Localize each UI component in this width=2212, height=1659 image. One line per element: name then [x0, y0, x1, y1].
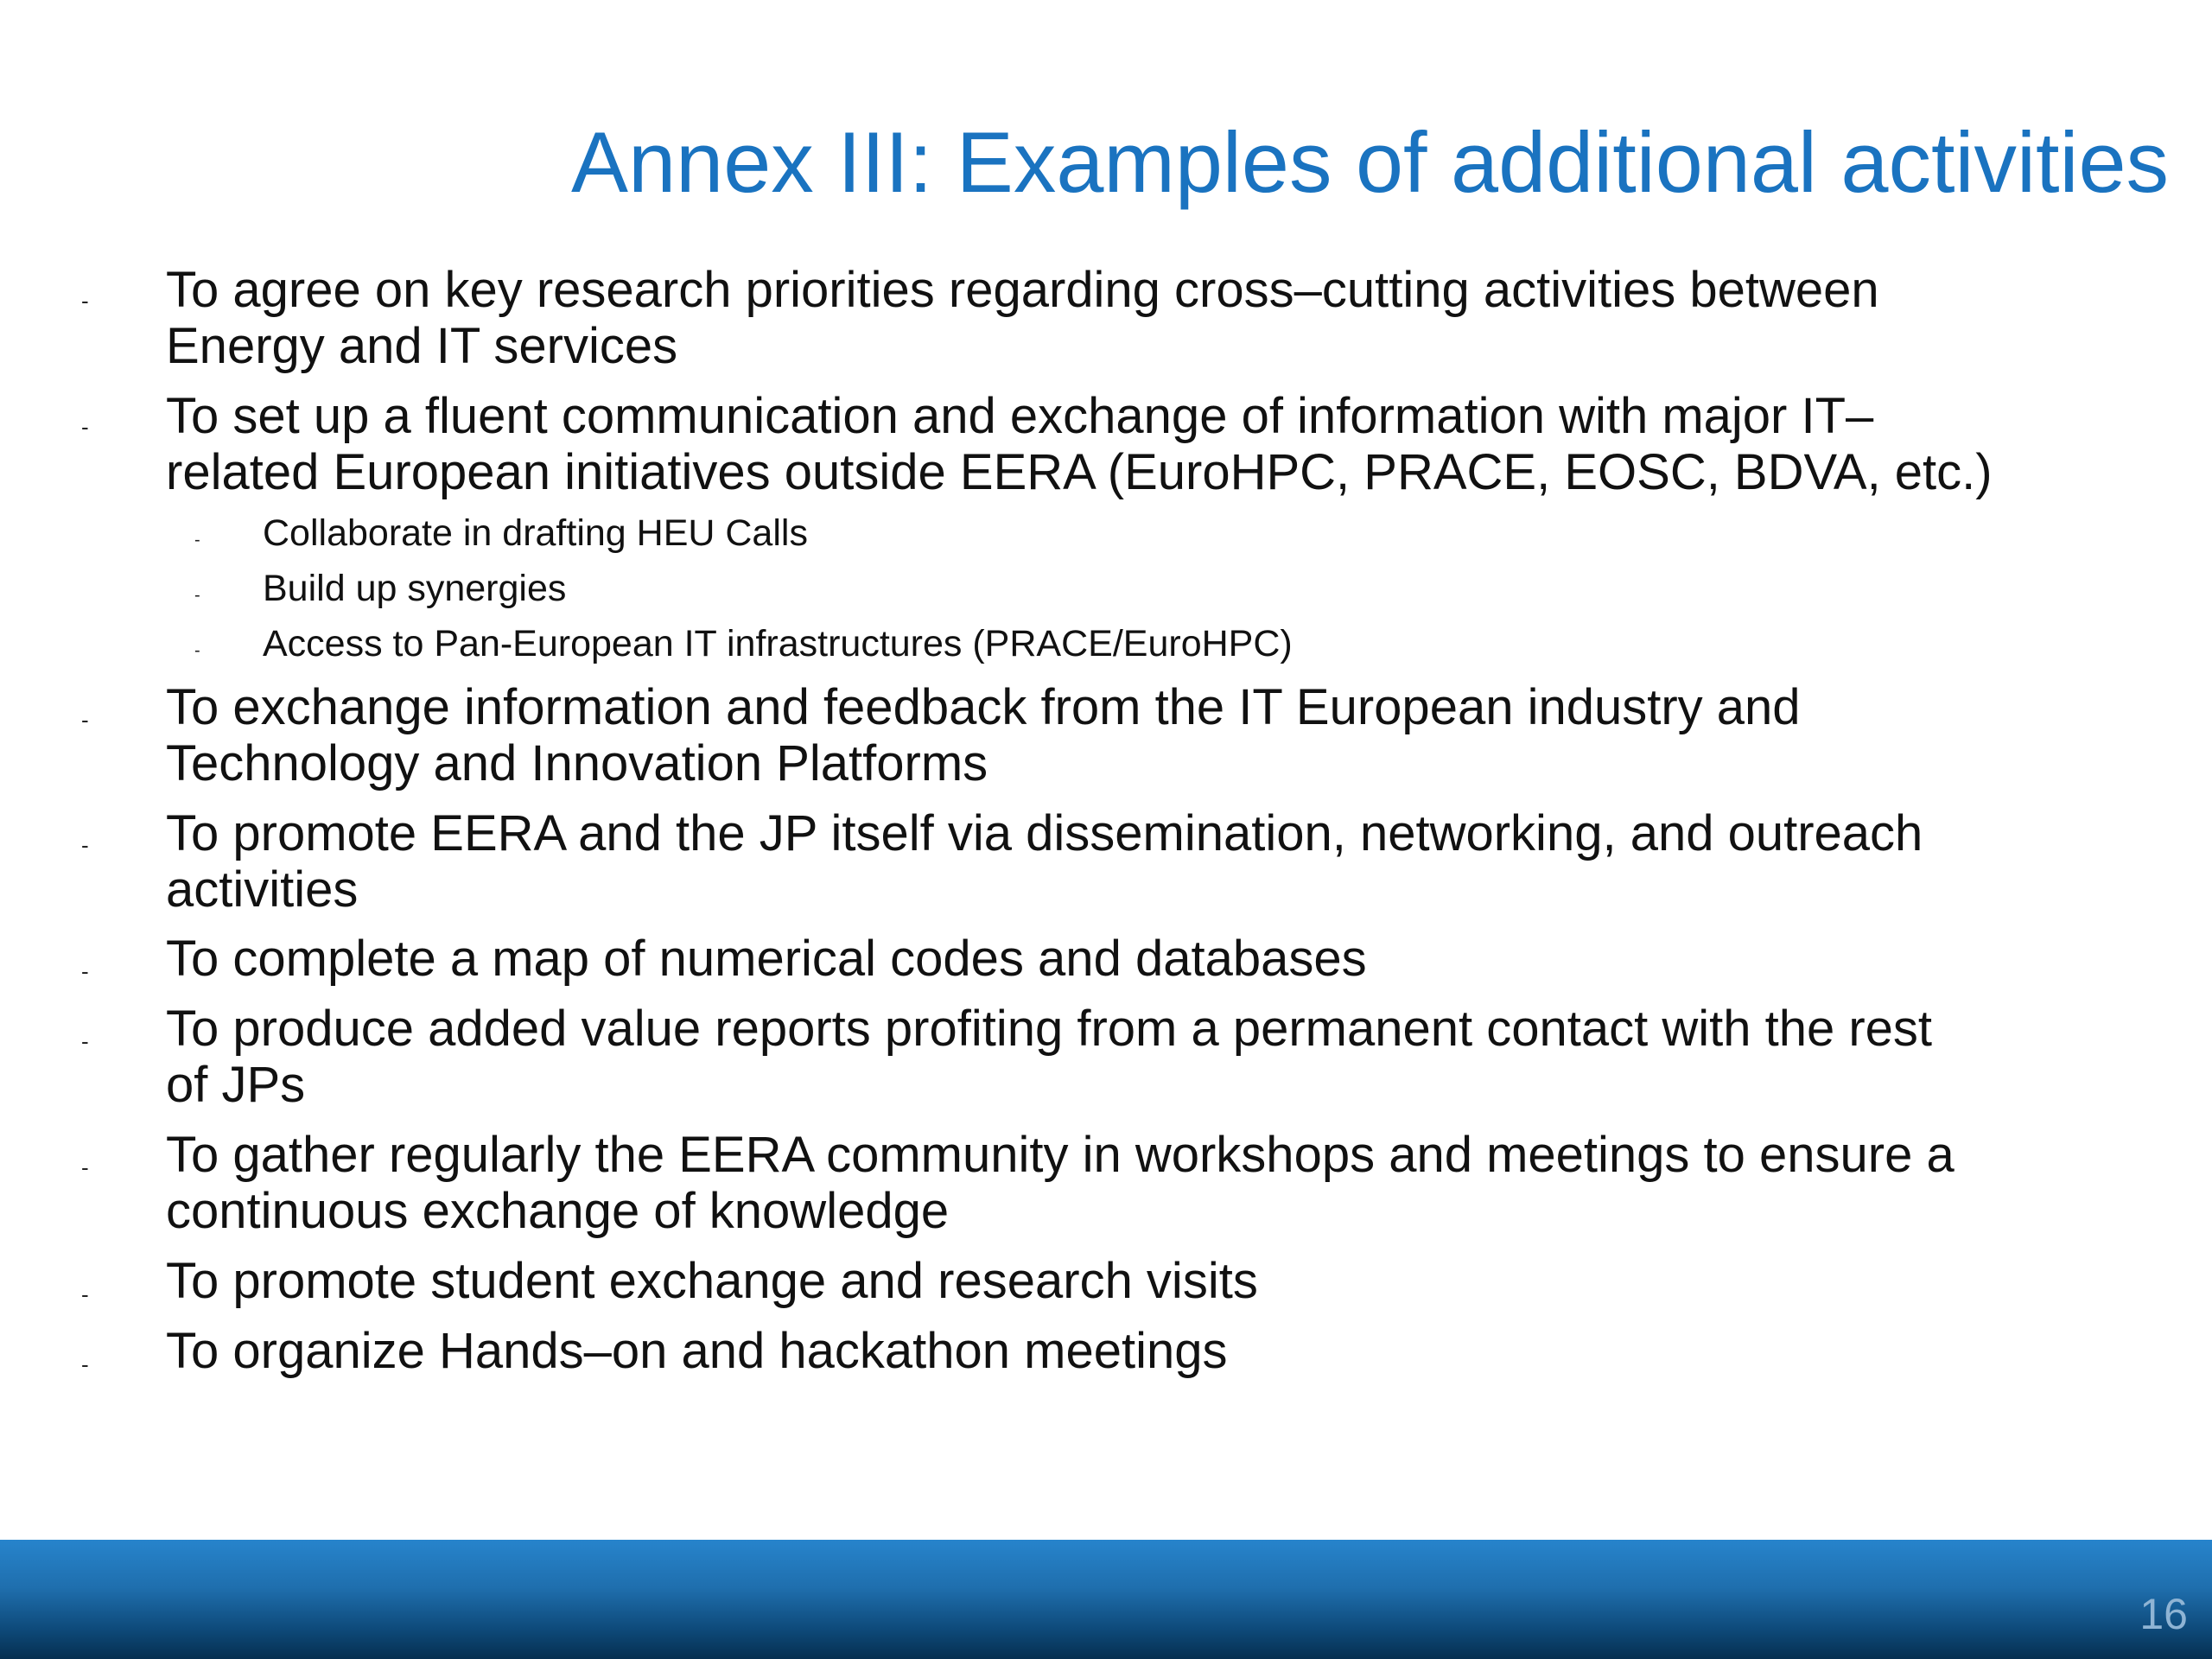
list-item-text: related European initiatives outside EERA (EuroHPC, PRACE, EOSC, BDVA, etc.) [166, 444, 1993, 500]
list-item-text: To organize Hands–on and hackathon meetings [166, 1323, 1228, 1379]
list-item-text: To complete a map of numerical codes and databases [166, 931, 1367, 987]
sub-list-item: Build up synergies [263, 568, 567, 609]
bullet-marker: - [81, 1154, 89, 1180]
bullet-marker: - [81, 1028, 89, 1054]
bullet-marker: - [81, 707, 89, 733]
list-item [166, 262, 2153, 374]
bullet-marker: - [81, 414, 89, 440]
sub-list-item: Access to Pan-European IT infrastructures (PRACE/EuroHPC) [263, 623, 1293, 664]
list-item [166, 1253, 2153, 1309]
sub-list-item: Collaborate in drafting HEU Calls [263, 512, 808, 554]
list-item-text: To promote EERA and the JP itself via dissemination, networking, and outreach [166, 805, 1923, 861]
bullet-marker: - [81, 288, 89, 314]
list-item [166, 931, 2153, 987]
list-item [166, 1323, 2153, 1379]
page-number: 16 [2139, 1590, 2188, 1638]
sub-bullet-marker: - [194, 586, 200, 605]
bullet-marker: - [81, 1351, 89, 1377]
list-item [166, 388, 2153, 500]
list-item-text: To produce added value reports profiting from a permanent contact with the rest [166, 1001, 1933, 1057]
bullet-marker: - [81, 958, 89, 984]
list-item-text: of JPs [166, 1057, 306, 1113]
list-item-text: To promote student exchange and research visits [166, 1253, 1258, 1309]
list-item [166, 1001, 2153, 1113]
slide-title: Annex III: Examples of additional activities [571, 114, 2169, 211]
sub-bullet-marker: - [194, 531, 200, 550]
sub-bullet-marker: - [194, 641, 200, 660]
list-item-text: Energy and IT services [166, 318, 678, 374]
list-item-text: To agree on key research priorities regarding cross–cutting activities between [166, 262, 1879, 318]
list-item [166, 679, 2153, 791]
bullet-marker: - [81, 832, 89, 858]
list-item [166, 805, 2153, 918]
list-item-text: Technology and Innovation Platforms [166, 735, 988, 791]
bullet-marker: - [81, 1281, 89, 1307]
list-item-text: To exchange information and feedback from the IT European industry and [166, 679, 1801, 735]
list-item [166, 1127, 2153, 1239]
footer-bar [0, 1540, 2212, 1659]
list-item-text: To set up a fluent communication and exchange of information with major IT– [166, 388, 1874, 444]
list-item-text: To gather regularly the EERA community in workshops and meetings to ensure a [166, 1127, 1955, 1183]
list-item-text: activities [166, 861, 359, 918]
list-item-text: continuous exchange of knowledge [166, 1183, 950, 1239]
